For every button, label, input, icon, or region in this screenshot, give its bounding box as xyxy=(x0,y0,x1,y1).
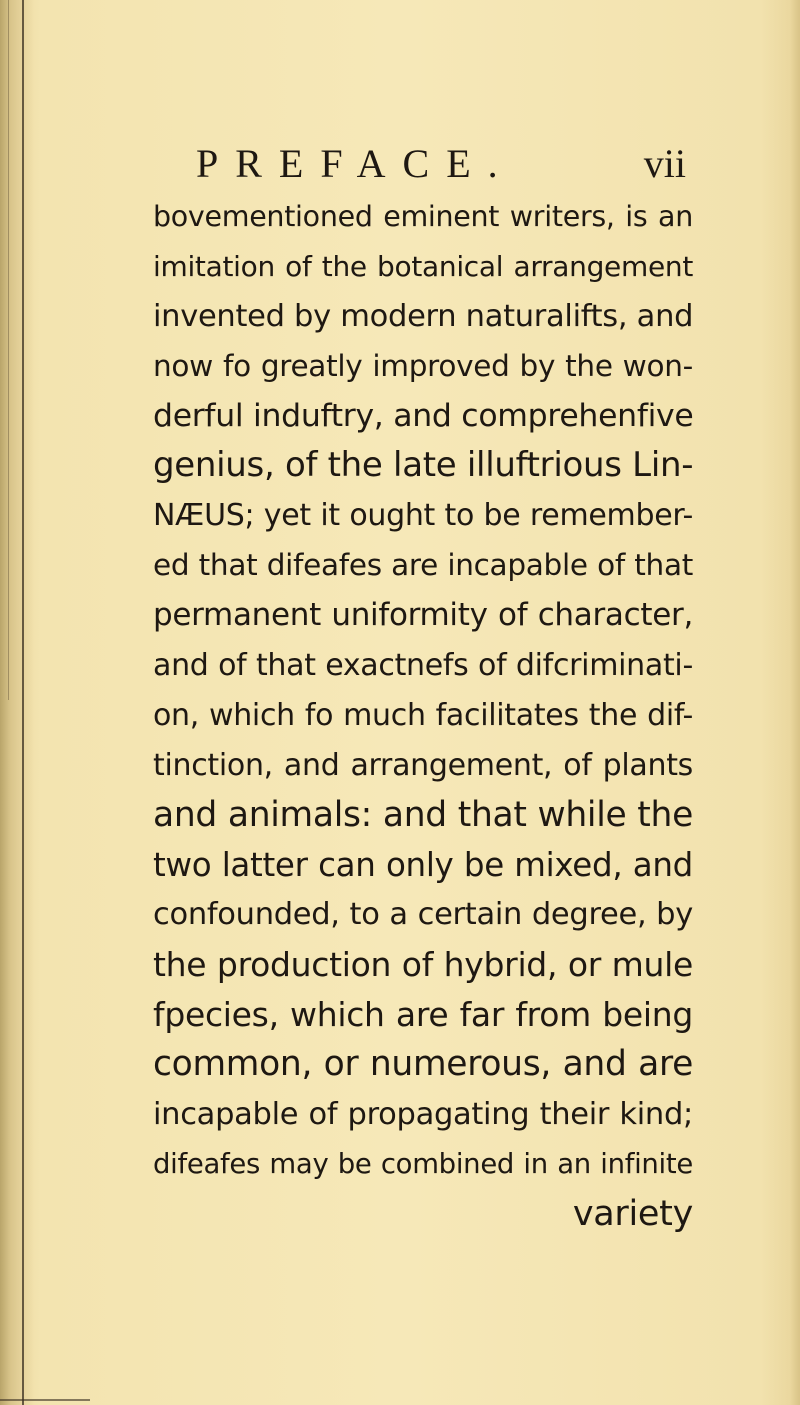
binding-rule-faint xyxy=(8,0,9,700)
text-line: permanent uniformity of character, xyxy=(153,597,693,634)
text-line: on, which fo much facilitates the dif- xyxy=(153,697,693,733)
text-line: fpecies, which are far from being xyxy=(153,995,693,1035)
text-line: now fo greatly improved by the won- xyxy=(153,348,693,383)
text-line: confounded, to a certain degree, by xyxy=(153,897,693,933)
bottom-rule xyxy=(0,1399,90,1401)
text-line: bovementioned eminent writers, is an xyxy=(153,200,693,233)
binding-shadow xyxy=(0,0,34,1405)
running-header xyxy=(196,136,686,196)
text-line: genius, of the late illuftrious Lin- xyxy=(153,445,694,486)
text-line: common, or numerous, and are xyxy=(153,1044,693,1085)
text-line: the production of hybrid, or mule xyxy=(153,945,693,985)
text-line: incapable of propagating their kind; xyxy=(153,1097,693,1133)
text-line: invented by modern naturalifts, and xyxy=(153,298,694,334)
text-line: imitation of the botanical arrangement xyxy=(153,249,693,283)
page-number: vii xyxy=(643,141,686,186)
text-line: and of that exactnefs of difcriminati- xyxy=(153,648,693,684)
text-line: difeafes may be combined in an infinite xyxy=(153,1147,693,1180)
text-line: tinction, and arrangement, of plants xyxy=(153,747,693,783)
text-line: and animals: and that while the xyxy=(153,794,693,835)
catchword: variety xyxy=(572,1193,693,1234)
body-text xyxy=(153,192,693,1240)
text-line: ed that difeafes are incapable of that xyxy=(153,548,693,583)
text-line: NÆUS; yet it ought to be remember- xyxy=(153,498,693,534)
text-line: derful induftry, and comprehenfive xyxy=(153,397,694,434)
page-edge xyxy=(790,0,800,1405)
text-line: two latter can only be mixed, and xyxy=(153,845,693,884)
binding-rule xyxy=(22,0,24,1405)
page-title: PREFACE. xyxy=(196,141,515,186)
